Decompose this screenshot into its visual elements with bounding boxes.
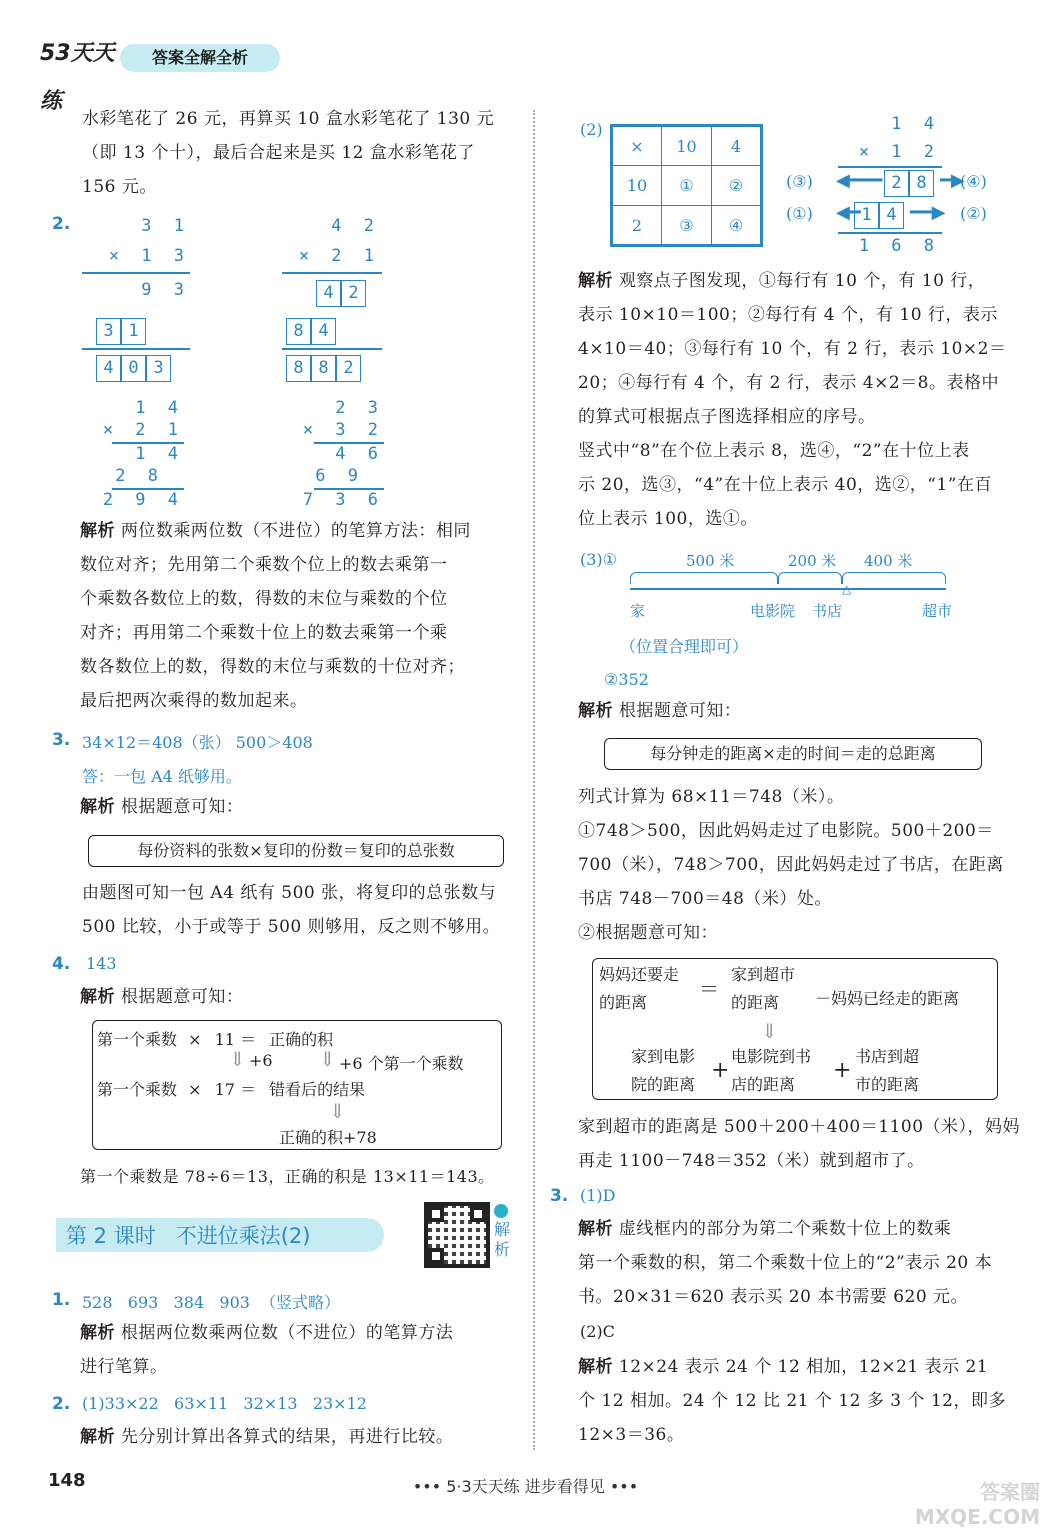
calc-line: 1 4: [135, 398, 184, 418]
answer-boxes: [286, 355, 361, 382]
calc-line: 4 2: [331, 216, 380, 236]
text-line: 最后把两次乘得的数加起来。: [80, 691, 308, 711]
answer-box: 4: [316, 280, 341, 307]
text-line: 家到超市: [731, 965, 796, 984]
q4-analysis: 第一个乘数是 78÷6＝13，正确的积是 13×11＝143。: [80, 1167, 495, 1186]
distance-label: 400 米: [864, 552, 913, 570]
page-number: 148: [48, 1470, 86, 1491]
text: [599, 961, 679, 1017]
text-line: 第一个乘数的积，第二个乘数十位上的“2”表示 20 本: [578, 1253, 993, 1273]
answer-box: 1: [854, 202, 879, 229]
answer-boxes: [316, 280, 366, 307]
text-line: 数位对齐；先用第二个乘数个位上的数去乘第一: [80, 555, 448, 575]
text: 正确的积: [269, 1030, 334, 1049]
text-line: 妈妈还要走: [599, 965, 680, 984]
text-line: 个乘数各数位上的数，得数的末位与乘数的个位: [80, 589, 448, 609]
text: [731, 961, 795, 1017]
multiplication-grid: [610, 124, 763, 247]
qr-code[interactable]: [424, 1202, 490, 1268]
q3-1-answer: (1)D: [580, 1186, 616, 1205]
text: [855, 1043, 919, 1099]
text-line: 两位数乘两位数（不进位）的笔算方法：相同: [120, 521, 471, 541]
text: 17: [214, 1080, 235, 1099]
calc-line: 2 9 4: [102, 490, 184, 510]
text: ＝: [240, 1080, 257, 1099]
answer-box: 2: [341, 280, 366, 307]
text: ×: [188, 1030, 202, 1049]
grid-cell: 4: [712, 126, 762, 166]
text: 先分别计算出各算式的结果，再进行比较。: [120, 1427, 454, 1447]
text-line: 店的距离: [731, 1075, 796, 1094]
place-home: 家: [630, 602, 646, 620]
calc-line: × 3 2: [302, 420, 384, 440]
header-title: 答案全解全析: [151, 48, 248, 67]
text-line: 4×10＝40；③每行有 10 个，有 2 行，表示 10×2＝: [578, 339, 1007, 359]
grid-cell: ②: [712, 166, 762, 206]
position-marker-icon: △: [842, 582, 852, 596]
q3-2-analysis: [578, 1350, 1018, 1452]
label-left-1: (③): [786, 172, 813, 191]
arrow-left-icon: ◀━━━: [836, 170, 883, 191]
text: ×: [188, 1080, 202, 1099]
logo: [40, 30, 120, 114]
calc-line: 4 6: [335, 444, 384, 464]
formula: 每份资料的张数×复印的份数＝复印的总张数: [137, 841, 455, 860]
grid-cell: ①: [662, 166, 712, 206]
arrow-right-icon: ━━▶: [910, 202, 946, 223]
analysis-label: 解析: [80, 797, 115, 817]
text-line: 书店 748－700＝48（米）处。: [578, 889, 832, 909]
footer-slogan: ••• 5·3天天练 进步看得见 •••: [412, 1477, 639, 1496]
lesson-header: [56, 1218, 384, 1252]
label-right-1: (④): [960, 172, 987, 191]
analysis-label: 解析: [80, 521, 115, 541]
q3-analysis: [82, 876, 522, 944]
down-arrow-icon: ⇓: [229, 1047, 246, 1071]
watermark: 答案圈 MXQE.COM: [914, 1480, 1040, 1529]
q4-row-3: [97, 1077, 497, 1100]
right-q3-label: 3.: [550, 1186, 569, 1206]
grid-cell: 10: [662, 126, 712, 166]
calc-line: 6 9: [315, 466, 364, 486]
header: [40, 30, 300, 114]
q4-answer: 143: [86, 954, 117, 973]
distance-label: 500 米: [686, 552, 735, 570]
l2-q2-label: 2.: [52, 1394, 71, 1414]
analysis-label: 解析: [80, 987, 115, 1007]
answer-box: 3: [96, 318, 121, 345]
text-line: 700（米），748＞700，因此妈妈走过了书店，在距离: [578, 855, 1004, 875]
l2-q1-label: 1.: [52, 1290, 71, 1310]
answer-box: 2: [336, 355, 361, 382]
intro-text: [82, 102, 522, 204]
p3-relation-box: [592, 958, 998, 1100]
arrow-right-icon: ━▶: [940, 170, 965, 191]
calc-rule: [838, 166, 942, 168]
answer-box: 2: [884, 170, 909, 197]
text-line: 表示 10×10＝100；②每行有 4 个，有 10 行，表示: [578, 305, 998, 325]
distance-label: 200 米: [788, 552, 837, 570]
calc-rule: [282, 272, 382, 274]
header-title-pill: [120, 44, 280, 72]
text: 根据题意可知：: [618, 701, 742, 721]
text-line: 竖式中“8”在个位上表示 8，选④，“2”在十位上表: [578, 441, 970, 461]
text-line: 对齐；再用第二个乘数十位上的数去乘第一个乘: [80, 623, 448, 643]
text-line: 市的距离: [855, 1075, 920, 1094]
grid-cell: ④: [712, 206, 762, 246]
q4-row-4: 正确的积+78: [279, 1128, 377, 1147]
calc-line: 2 3: [335, 398, 384, 418]
calc-line: 2 8: [115, 466, 164, 486]
text-line: 列式计算为 68×11＝748（米）。: [578, 787, 845, 807]
text-line: 院的距离: [631, 1075, 696, 1094]
answer-box: 8: [286, 355, 311, 382]
q3-answer-2: 答：一包 A4 纸够用。: [82, 767, 242, 786]
text: 11: [214, 1030, 235, 1049]
calc-line: 1 4: [135, 444, 184, 464]
text-line: 个 12 相加。24 个 12 比 21 个 12 多 3 个 12，即多: [578, 1391, 1006, 1411]
equals-sign: ＝: [699, 977, 719, 1001]
q3-2-answer: (2)C: [580, 1322, 615, 1341]
map-note: （位置合理即可）: [620, 637, 749, 656]
q4-label: 4.: [52, 954, 71, 974]
answer-box: 3: [146, 355, 171, 382]
q3-1-analysis: [578, 1212, 1018, 1314]
plus-sign: +: [833, 1058, 852, 1083]
q4-analysis-head: [80, 980, 243, 1014]
distance-map: [620, 548, 960, 628]
column-divider: [533, 110, 535, 1450]
answer-boxes: [884, 170, 934, 197]
grid-row: [612, 126, 762, 166]
qr-label-text: 解析: [494, 1220, 511, 1259]
l2-q1-answer: 528 693 384 903 （竖式略）: [82, 1293, 341, 1312]
route-line: [630, 588, 946, 590]
p2-label: (2): [580, 120, 603, 139]
grid-cell: 2: [612, 206, 662, 246]
text: [731, 1043, 811, 1099]
text-line: 进行笔算。: [80, 1357, 168, 1377]
down-arrow-icon: ⇓: [319, 1047, 336, 1071]
text-line: ①748＞500，因此妈妈走过了电影院。500＋200＝: [578, 821, 994, 841]
calc-line: 3 1: [141, 216, 190, 236]
arrow-left-icon: ◀━: [836, 202, 861, 223]
calc-line: × 2 1: [298, 246, 380, 266]
text-line: 虚线框内的部分为第二个乘数十位上的数乘: [618, 1219, 952, 1239]
text: 根据题意可知：: [120, 797, 244, 817]
text-line: 观察点子图发现，①每行有 10 个，有 10 行，: [618, 271, 986, 291]
answer-boxes: [854, 202, 904, 229]
place-cinema: 电影院: [750, 602, 796, 620]
p3-analysis-head: [578, 694, 741, 728]
calc-line: × 1 3: [108, 246, 190, 266]
text: 错看后的结果: [269, 1080, 366, 1099]
p3-analysis: [578, 780, 1018, 950]
p2-analysis: [578, 264, 1018, 536]
calc-line: 1 6 8: [858, 236, 940, 256]
analysis-label: 解析: [578, 1357, 613, 1377]
qr-label: [494, 1204, 514, 1260]
analysis-label: 解析: [578, 271, 613, 291]
p3-formula-box: [604, 738, 982, 770]
q4-row-1: [97, 1027, 497, 1050]
text-line: 家到电影: [631, 1047, 696, 1066]
grid-row: [612, 206, 762, 246]
q4-plus6-note: +6 个第一个乘数: [339, 1054, 464, 1073]
calc-line: 1 4: [891, 114, 940, 134]
q3-label: 3.: [52, 730, 71, 750]
text: ＝: [240, 1030, 257, 1049]
l2-q2-answer: (1)33×22 63×11 32×13 23×12: [82, 1394, 367, 1413]
calc-rule: [282, 348, 382, 350]
text-line: 500 比较，小于或等于 500 则够用，反之则不够用。: [82, 917, 501, 937]
brace: [630, 572, 778, 584]
play-icon: [494, 1204, 508, 1218]
grid-cell: 10: [612, 166, 662, 206]
answer-boxes: [96, 318, 146, 345]
q3-formula-box: [88, 835, 504, 867]
text-line: 书店到超: [855, 1047, 920, 1066]
place-bookstore: 书店: [812, 602, 843, 620]
lesson-title: 第 2 课时 不进位乘法(2): [66, 1224, 311, 1248]
p3-label: (3)①: [580, 550, 618, 569]
formula: 每分钟走的距离×走的时间＝走的总距离: [650, 744, 936, 763]
calc-rule: [838, 232, 942, 234]
place-market: 超市: [922, 602, 953, 620]
analysis-label: 解析: [578, 1219, 613, 1239]
text-line: 的距离: [599, 993, 648, 1012]
q3-analysis-head: [80, 790, 243, 824]
answer-boxes: [96, 355, 171, 382]
q4-diagram-box: [92, 1020, 502, 1150]
answer-box: 4: [879, 202, 904, 229]
text: 第一个乘数: [97, 1080, 178, 1099]
grid-row: [612, 166, 762, 206]
logo-text: 53天天练: [40, 41, 115, 114]
q2-analysis: [80, 514, 520, 718]
analysis-label: 解析: [80, 1323, 115, 1343]
answer-box: 8: [286, 318, 311, 345]
p3-answer-2: ②352: [604, 670, 649, 689]
text-line: 家到超市的距离是 500＋200＋400＝1100（米），妈妈: [578, 1117, 1021, 1137]
text-line: 数各数位上的数，得数的末位与乘数的十位对齐；: [80, 657, 465, 677]
text-line: 位上表示 100，选①。: [578, 509, 758, 529]
text-line: 20；④每行有 4 个，有 2 行，表示 4×2＝8。表格中: [578, 373, 999, 393]
text-line: 书。20×31＝620 表示买 20 本书需要 620 元。: [578, 1287, 969, 1307]
label-left-2: (①): [786, 204, 813, 223]
calc-rule: [82, 348, 190, 350]
grid-cell: ③: [662, 206, 712, 246]
down-arrow-icon: ⇓: [329, 1099, 346, 1123]
calc-line: 7 3 6: [302, 490, 384, 510]
l2-q1-analysis: [80, 1316, 520, 1384]
text-line: 示 20，选③，“4”在十位上表示 40，选②，“1”在百: [578, 475, 992, 495]
text-line: 156 元。: [82, 177, 157, 197]
q3-answer: 34×12＝408（张） 500＞408: [82, 733, 313, 752]
answer-box: 1: [121, 318, 146, 345]
text: －妈妈已经走的距离: [815, 989, 960, 1008]
answer-box: 4: [311, 318, 336, 345]
text: [631, 1043, 695, 1099]
p3-analysis-2: [578, 1110, 1028, 1178]
calc-rule: [82, 272, 190, 274]
calc-line: 9 3: [141, 280, 190, 300]
text-line: 的算式可根据点子图选择相应的序号。: [578, 407, 876, 427]
brace: [778, 572, 842, 584]
text-line: ②根据题意可知：: [578, 923, 718, 943]
analysis-label: 解析: [80, 1427, 115, 1447]
text-line: 由题图可知一包 A4 纸有 500 张，将复印的总张数与: [82, 883, 497, 903]
q4-plus6: +6: [249, 1051, 273, 1070]
analysis-label: 解析: [578, 701, 613, 721]
brace: [842, 572, 946, 584]
text-line: 的距离: [731, 993, 780, 1012]
text-line: 12×3＝36。: [578, 1425, 685, 1445]
text-line: 12×24 表示 24 个 12 相加，12×21 表示 21: [618, 1357, 989, 1377]
answer-box: 8: [909, 170, 934, 197]
label-right-2: (②): [960, 204, 987, 223]
answer-boxes: [286, 318, 336, 345]
text-line: 根据两位数乘两位数（不进位）的笔算方法: [120, 1323, 454, 1343]
grid-cell: ×: [612, 126, 662, 166]
down-arrow-icon: ⇓: [761, 1019, 778, 1043]
text-line: 水彩笔花了 26 元，再算买 10 盒水彩笔花了 130 元: [82, 109, 495, 129]
calc-line: × 1 2: [858, 142, 940, 162]
plus-sign: +: [711, 1058, 730, 1083]
text-line: （即 13 个十），最后合起来是买 12 盒水彩笔花了: [82, 143, 475, 163]
q2-label: 2.: [52, 214, 71, 234]
calc-line: × 2 1: [102, 420, 184, 440]
text-line: 电影院到书: [731, 1047, 812, 1066]
l2-q2-analysis: [80, 1420, 520, 1454]
answer-box: 4: [96, 355, 121, 382]
answer-box: 0: [121, 355, 146, 382]
answer-box: 8: [311, 355, 336, 382]
text: 第一个乘数: [97, 1030, 178, 1049]
text-line: 再走 1100－748＝352（米）就到超市了。: [578, 1151, 925, 1171]
text: 根据题意可知：: [120, 987, 244, 1007]
